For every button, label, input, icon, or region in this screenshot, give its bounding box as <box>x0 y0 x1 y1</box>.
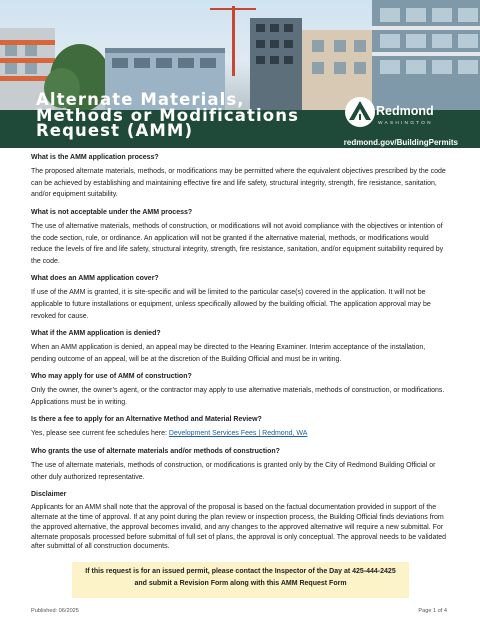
answer-text: If use of the AMM is granted, it is site-specific and will be limited to the particular case(s) covered in the application. It will not be applicable to future installations or equipment, unless specifically allowed by the building official. The application approval may be revoked for cause. <box>31 289 431 320</box>
question-heading: What is the AMM application process? <box>31 154 159 161</box>
disclaimer-heading: Disclaimer <box>31 490 67 498</box>
question-heading: Who may apply for use of AMM of construction? <box>31 373 192 381</box>
callout-line-2: and submit a Revision Form along with this AMM Request Form <box>134 579 347 587</box>
question-heading: What is not acceptable under the AMM process? <box>31 208 193 216</box>
disclaimer-text: Applicants for an AMM shall note that the approval of the proposal is based on the factual documentation provided in support of the alternate at the time of approval. If at any point during the plan review or inspection process, the Building Official finds deviations from the approved alternative, the approval becomes invalid, and any changes to the approved alternative will require a new submittal. For alternate proposals processed before submittal of full set of plans, the approval is only conceptual. The approval needs to be validated after submittal of all construction documents. <box>31 504 447 551</box>
website-url: redmond.gov/BuildingPermits <box>343 138 458 147</box>
answer-text: The use of alternative materials, methods of construction, or modifications will not avoid compliance with the objectives or intention of the code section, rule, or ordinance. An application will not be granted if the alternative material, methods, or modifications would reduce the levels of fire and life safety, structural integrity, strength, fire resistance, sanitation, and/or equipment suitability required by the code. <box>31 222 444 265</box>
published-date: Published: 06/2025 <box>31 608 79 614</box>
faq-content <box>31 152 449 558</box>
answer-text: The proposed alternate materials, methods, or modifications may be permitted where the equivalent objectives prescribed by the code can be achieved by establishing and maintaining effective fire and life safety, structural integrity, strength, fire resistance, sanitation, and/or equipment suitability. <box>31 168 446 199</box>
callout-line-1: If this request is for an issued permit, please contact the Inspector of the Day at 425-444-2425 <box>85 568 396 575</box>
question-heading: What does an AMM application cover? <box>31 275 159 283</box>
redmond-logo-icon <box>340 92 380 130</box>
fee-answer-prefix: Yes, please see current fee schedules here: <box>31 430 169 438</box>
brand-subtitle: WASHINGTON <box>378 121 433 126</box>
answer-text: When an AMM application is denied, an appeal may be directed to the Hearing Examiner. Interim acceptance of the installation, pending outcome of an appeal, will be at the discretion of the Building Official and must be in writing. <box>31 344 426 363</box>
fee-answer <box>31 428 449 440</box>
grant-question: Who grants the use of alternate materials and/or methods of construction? <box>31 447 280 455</box>
revision-callout <box>72 562 409 598</box>
page-number: Page 1 of 4 <box>418 608 447 614</box>
brand-name: Redmond <box>376 104 434 118</box>
fee-schedule-link[interactable]: Development Services Fees | Redmond, WA <box>168 430 308 438</box>
grant-answer: The use of alternate materials, methods of construction, or modifications is granted only by the City of Redmond Building Official or other duly authorized representative. <box>31 462 436 481</box>
question-heading: What if the AMM application is denied? <box>31 329 161 337</box>
fee-question: Is there a fee to apply for an Alternative Method and Material Review? <box>31 416 262 424</box>
page-title: Alternate Materials, Methods or Modifications Request (AMM) <box>36 90 299 140</box>
answer-text: Only the owner, the owner’s agent, or the contractor may apply to use alternative materials, methods of construction, or modifications. Applications must be in writing. <box>31 387 445 406</box>
